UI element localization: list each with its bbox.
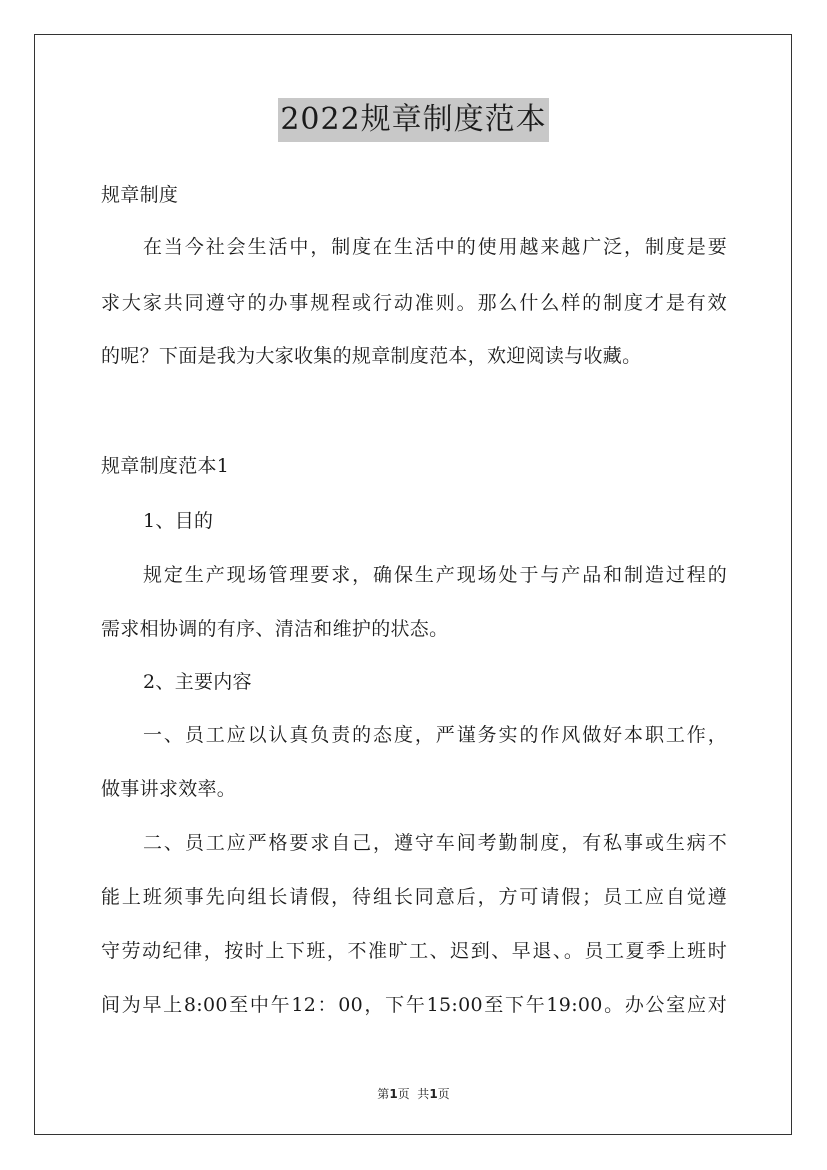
footer-suffix: 页 [437,1087,450,1101]
purpose-line-1: 规定生产现场管理要求，确保生产现场处于与产品和制造过程的 [143,564,727,586]
section-heading: 规章制度 [101,184,179,206]
intro-line-2: 求大家共同遵守的办事规程或行动准则。那么什么样的制度才是有效 [101,292,727,314]
rule2-line-3: 守劳动纪律，按时上下班，不准旷工、迟到、早退、。员工夏季上班时 [101,940,727,962]
rule1-line-1: 一、员工应以认真负责的态度，严谨务实的作风做好本职工作， [143,724,727,746]
purpose-line-2: 需求相协调的有序、清洁和维护的状态。 [101,618,449,640]
footer-prefix: 第 [377,1087,390,1101]
item-content-heading: 2、主要内容 [143,671,252,693]
rule2-line-2: 能上班须事先向组长请假，待组长同意后，方可请假；员工应自觉遵 [101,886,727,908]
intro-line-3: 的呢？下面是我为大家收集的规章制度范本，欢迎阅读与收藏。 [101,345,642,367]
rule2-line-4: 间为早上8:00至中午12：00，下午15:00至下午19:00。办公室应对 [101,994,727,1016]
page-footer [0,1085,827,1102]
rule1-line-2: 做事讲求效率。 [101,778,237,800]
title-container [0,98,827,142]
footer-page-number: 1 [389,1087,398,1101]
sample-heading: 规章制度范本1 [101,455,230,477]
footer-mid: 页 共 [397,1087,430,1101]
document-title: 2022规章制度范本 [278,98,548,142]
rule2-line-1: 二、员工应严格要求自己，遵守车间考勤制度，有私事或生病不 [143,832,727,854]
item-purpose-heading: 1、目的 [143,510,214,532]
footer-page-total: 1 [429,1087,438,1101]
intro-line-1: 在当今社会生活中，制度在生活中的使用越来越广泛，制度是要 [143,236,727,258]
